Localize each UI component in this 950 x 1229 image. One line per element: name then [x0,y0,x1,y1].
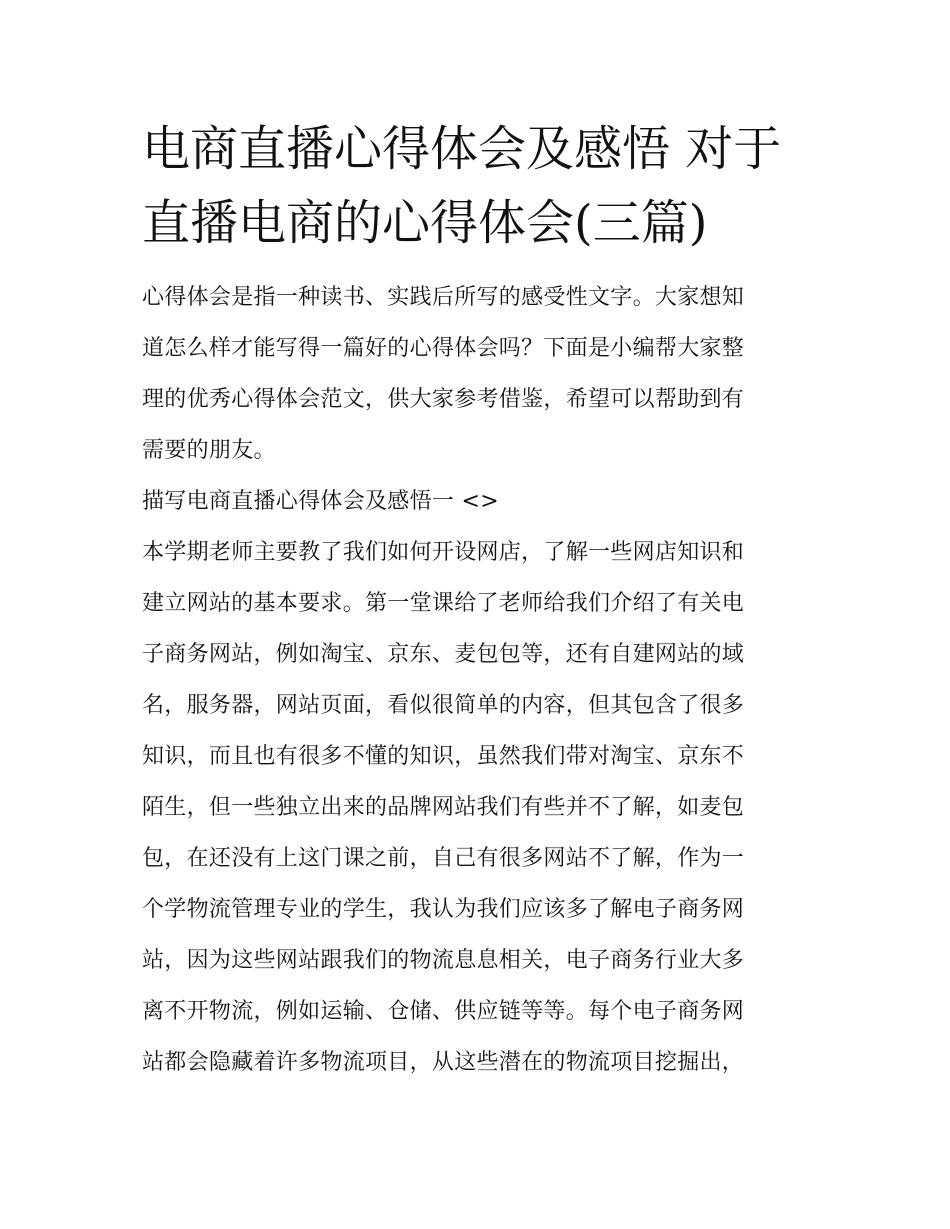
body-line: 个学物流管理专业的学生，我认为我们应该多了解电子商务网 [142,897,745,922]
intro-line: 需要的朋友。 [142,438,276,463]
intro-line: 理的优秀心得体会范文，供大家参考借鉴，希望可以帮助到有 [142,387,745,412]
body-line: 站，因为这些网站跟我们的物流息息相关，电子商务行业大多 [142,948,745,973]
body-line: 包，在还没有上这门课之前，自己有很多网站不了解，作为一 [142,846,745,871]
body-line: 建立网站的基本要求。第一堂课给了老师给我们介绍了有关电 [142,591,745,616]
body-line: 站都会隐藏着许多物流项目，从这些潜在的物流项目挖掘出， [142,1050,745,1075]
title-line: 直播电商的心得体会(三篇) [142,195,708,251]
body-line: 子商务网站，例如淘宝、京东、麦包包等，还有自建网站的域 [142,642,745,667]
intro-line: 道怎么样才能写得一篇好的心得体会吗？下面是小编帮大家整 [142,336,745,361]
document-content [142,112,812,1088]
body-line: 名，服务器，网站页面，看似很简单的内容，但其包含了很多 [142,693,745,718]
section-heading-text: 描写电商直播心得体会及感悟一 <> [142,489,499,514]
body-line: 陌生，但一些独立出来的品牌网站我们有些并不了解，如麦包 [142,795,745,820]
section-heading [142,476,812,527]
intro-paragraph [142,272,812,476]
body-line: 离不开物流，例如运输、仓储、供应链等等。每个电子商务网 [142,999,745,1024]
title-line: 电商直播心得体会及感悟 对于 [142,121,782,177]
body-paragraph [142,527,812,1088]
intro-line: 心得体会是指一种读书、实践后所写的感受性文字。大家想知 [142,285,745,310]
body-line: 本学期老师主要教了我们如何开设网店，了解一些网店知识和 [142,540,745,565]
body-line: 知识，而且也有很多不懂的知识，虽然我们带对淘宝、京东不 [142,744,745,769]
document-title [142,112,812,260]
